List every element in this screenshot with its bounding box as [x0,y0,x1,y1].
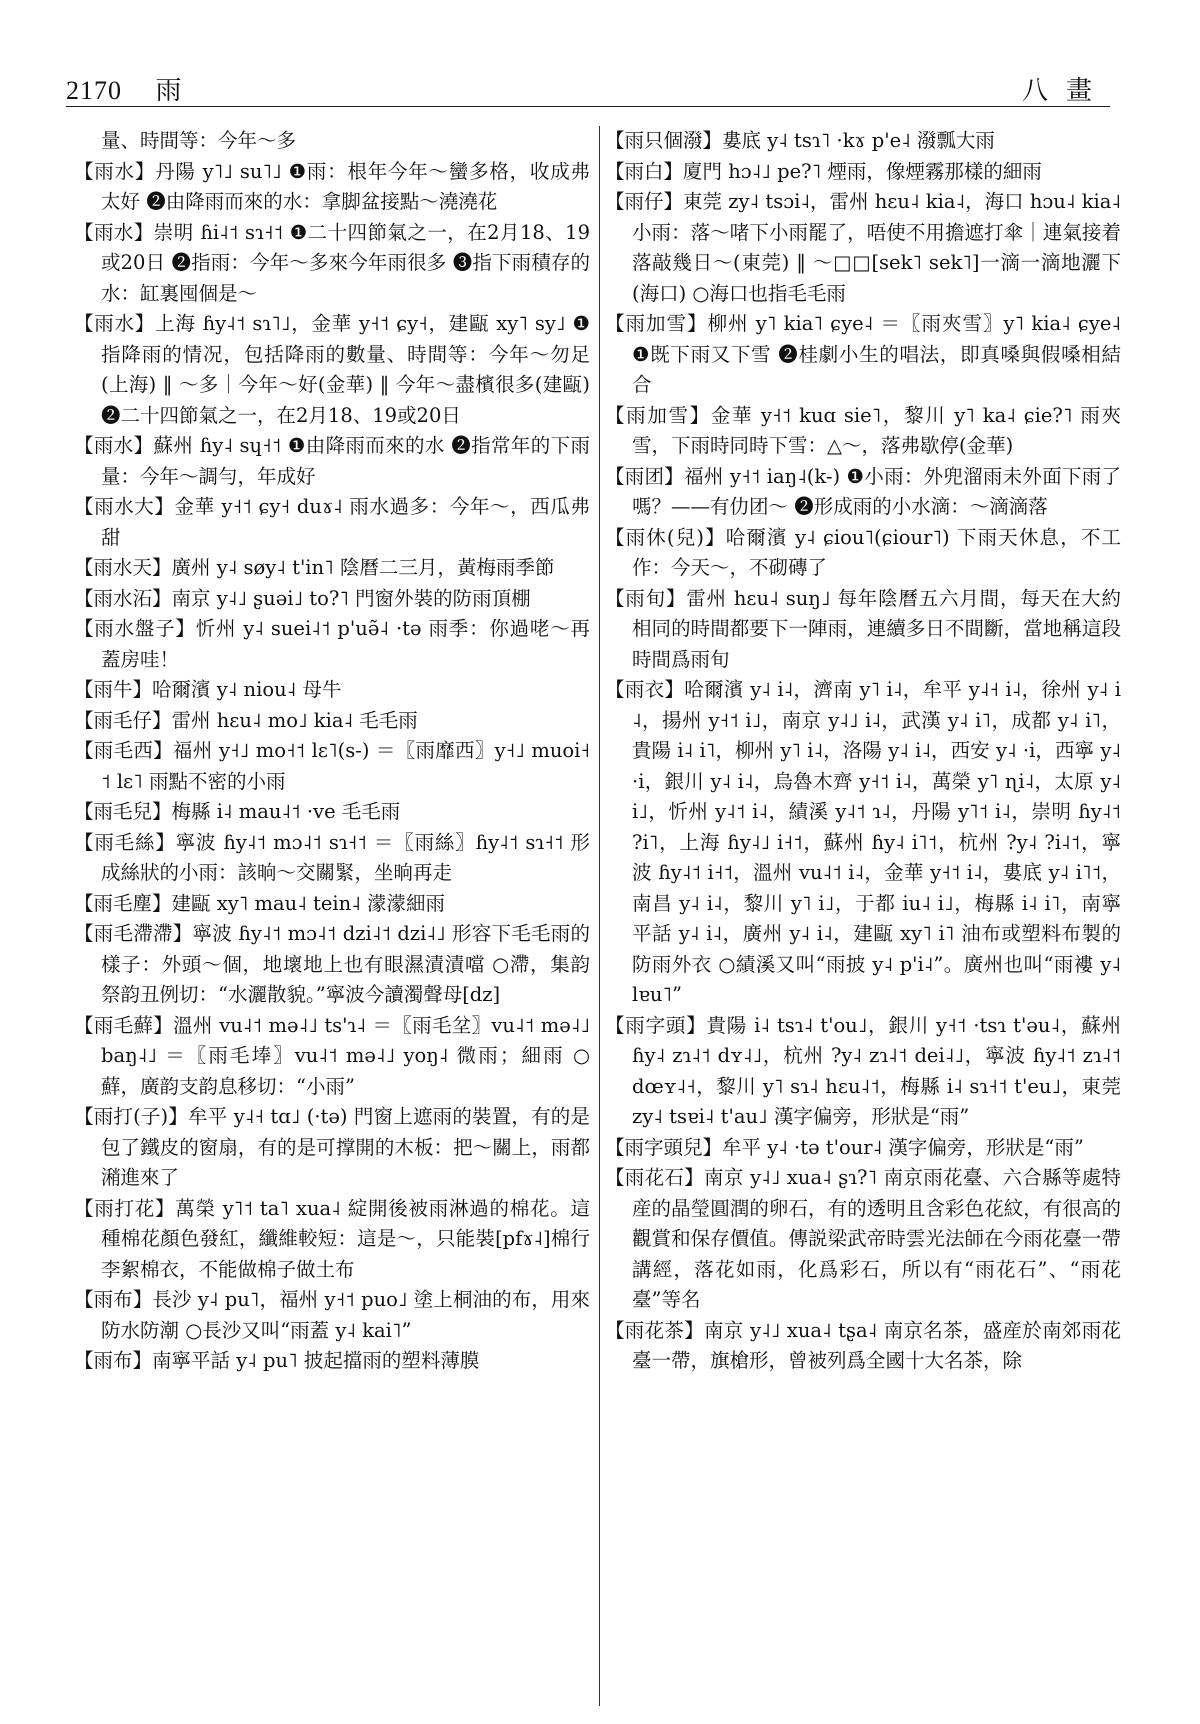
dictionary-entry: 【雨水沰】南京 y˨˩ ʂuəi˩ to?˥ 門窗外裝的防雨頂棚 [74,586,531,610]
page-header [66,70,1110,106]
dictionary-entry: 【雨布】長沙 y˨ pu˥，福州 y˧˦ puo˩ 塗上桐油的布，用來防水防潮 ○長沙又叫“雨蓋 y˨ kai˥” [74,1288,590,1342]
right-column [605,126,1121,1377]
dictionary-entry: 【雨布】南寧平話 y˨ pu˥ 披起擋雨的塑料薄膜 [74,1349,480,1372]
dictionary-entry: 【雨字頭】貴陽 i˨ tsɿ˨ t'ou˩，銀川 y˧˦ ·tsɿ t'əu˨，蘇州 ɦy˨ zɿ˨˦ dʏ˨˩，杭州 ?y˨ zɿ˨˦ dei˨˩，寧波 ɦy˨˦ zɿ˨˦ dœʏ˨˧，黎川 y˥ sɿ˨ hɛu˨˦，梅縣 i˨ sɿ˧˦ t'eu˩，東莞 zy˨ tsɐi˨ t'au˩ 漢字偏旁，形狀是“雨” [605,1013,1121,1128]
dictionary-entry: 【雨水】丹陽 y˥˩ su˥˩ ❶雨：根年今年～蠻多格，收成弗太好 ❷由降雨而來的水：拿脚盆接點～澆澆花 [74,159,590,213]
dictionary-entry: 【雨水】蘇州 ɦy˨ sɥ˧˦ ❶由降雨而來的水 ❷指常年的下雨量：今年～調勻，年成好 [74,434,590,488]
dictionary-entry: 【雨加雪】柳州 y˥ kia˥ ɕye˨ ＝〖雨夾雪〗y˥ kia˨ ɕye˨ ❶既下雨又下雪 ❷桂劇小生的唱法，即真嗓與假嗓相結合 [605,312,1121,396]
dictionary-entry-continued: 量、時間等：今年～多 [101,129,297,152]
dictionary-entry: 【雨花茶】南京 y˨˩ xua˨ tʂa˨ 南京名茶，盛産於南郊雨花臺一帶，旗槍形，曾被列爲全國十大名茶，除 [605,1318,1121,1372]
dictionary-entry: 【雨水天】廣州 y˨ søy˨ t'in˥ 陰曆二三月，黃梅雨季節 [74,556,555,579]
dictionary-entry: 【雨仔】東莞 zy˨ tsɔi˨，雷州 hɛu˨ kia˨，海口 hɔu˨ kia˨ 小雨：落～啫下小雨罷了，唔使不用擔遮打傘｜連氣接着落敲幾日～(東莞) ‖ ～□□[sek˥ sek˥]一滴一滴地灑下(海口) ○海口也指毛毛雨 [605,190,1121,305]
dictionary-entry: 【雨打(子)】牟平 y˨˧ tɑ˩ (·tə) 門窗上遮雨的裝置，有的是包了鐵皮的窗扇，有的是可撑開的木板：把～關上，雨都潲進來了 [74,1105,590,1189]
dictionary-entry: 【雨衣】哈爾濱 y˨ i˨，濟南 y˥ i˨，牟平 y˨˧ i˨，徐州 y˨ i˨，揚州 y˧˦ i˩，南京 y˨˩ i˨，武漢 y˨ i˥，成都 y˨ i˥，貴陽 i˨ i˥，柳州 y˥ i˨，洛陽 y˨ i˨，西安 y˨ ·i，西寧 y˨ ·i，銀川 y˨ i˨，烏魯木齊 y˧˦ i˨，萬榮 y˥ ɳi˨，太原 y˨ i˩，忻州 y˨˦ i˨，績溪 y˨˦ ɿ˨，丹陽 y˥˦ i˨，崇明 ɦy˨˦ ?i˥，上海 ɦy˨˩ i˧˦，蘇州 ɦy˨ i˥˦，杭州 ?y˨ ?i˨˦，寧波 ɦy˨˦ i˧˦，溫州 vu˨˦ i˨，金華 y˧˦ i˨，婁底 y˨ i˥˦，南昌 y˨ i˨，黎川 y˥ i˩，于都 iu˨ i˩，梅縣 i˨ i˥，南寧平話 y˨ i˨，廣州 y˨ i˨，建甌 xy˥ i˥ 油布或塑料布製的防雨外衣 ○績溪又叫“雨披 y˨ p'i˨”。廣州也叫“雨褸 y˨ lɐu˥” [605,678,1121,1006]
dictionary-entry: 【雨白】廈門 hɔ˨˩ pe?˥ 煙雨，像煙霧那樣的細雨 [605,159,1042,183]
page-number: 2170 [66,76,122,105]
left-column [74,126,590,1377]
dictionary-entry: 【雨毛蘚】溫州 vu˨˦ mə˨˩ ts'ɿ˨ ＝〖雨毛坌〗vu˨˦ mə˨˩ baŋ˨˩ ＝〖雨毛埲〗vu˨˦ mə˨˩ yoŋ˨ 微雨；細雨 ○蘚，廣韵支韵息移切：“小雨” [74,1013,590,1098]
dictionary-entry: 【雨只個潑】婁底 y˨ tsɿ˥ ·kɤ p'e˨ 潑瓢大雨 [605,129,995,152]
dictionary-entry: 【雨水】上海 ɦy˨˦ sɿ˥˩，金華 y˧˦ ɕy˧，建甌 xy˥ sy˩ ❶指降雨的情况，包括降雨的數量、時間等：今年～勿足(上海) ‖ ～多｜今年～好(金華) ‖ 今年～盡檳很多(建甌) ❷二十四節氣之一，在2月18、19或20日 [74,312,590,427]
dictionary-entry: 【雨水盤子】忻州 y˨ suei˨˦ p'uə̃˨ ·tə 雨季：你過咾～再蓋房哇！ [74,617,590,671]
dictionary-entry: 【雨打花】萬榮 y˥˦ ta˥ xua˨ 綻開後被雨淋過的棉花。這種棉花顏色發紅，纖維較短：這是～，只能裝[pfɤ˨]棉行李絮棉衣，不能做棉子做土布 [74,1196,590,1281]
dictionary-entry: 【雨字頭兒】牟平 y˨ ·tə t'our˨ 漢字偏旁，形狀是“雨” [605,1135,1084,1159]
dictionary-entry: 【雨团】福州 y˧˦ iaŋ˨(k-) ❶小雨：外兜溜雨未外面下雨了嗎？——有仂团～ ❷形成雨的小水滴：～滴滴落 [605,464,1121,518]
dictionary-entry: 【雨休(兒)】哈爾濱 y˨ ɕiou˥(ɕiour˥) 下雨天休息，不工作：今天～，不砌磚了 [605,525,1121,579]
dictionary-entry: 【雨加雪】金華 y˧˦ kuɑ sie˥，黎川 y˥ ka˨ ɕie?˥ 雨夾雪，下雨時同時下雪：△～，落弗歇停(金華) [605,403,1121,457]
header-left [66,70,183,107]
dictionary-entry: 【雨毛西】福州 y˧˩ mo˧˦ lɛ˥(s-) ＝〖雨靡西〗y˧˩ muoi˧˦ lɛ˥ 雨點不密的小雨 [74,739,590,793]
dictionary-entry: 【雨旬】雷州 hɛu˨ suŋ˩ 每年陰曆五六月間，每天在大約相同的時間都要下一陣雨，連續多日不間斷，當地稱這段時間爲雨旬 [605,586,1121,671]
dictionary-entry: 【雨花石】南京 y˨˩ xua˨ ʂɿ?˥ 南京雨花臺、六合縣等處特産的晶瑩圓潤的卵石，有的透明且含彩色花紋，有很高的觀賞和保存價值。傳説梁武帝時雲光法師在今雨花臺一帶講經，落花如雨，化爲彩石，所以有“雨花石”、“雨花臺”等名 [605,1166,1121,1311]
stroke-count-label: 八畫 [1021,76,1110,106]
dictionary-entry: 【雨毛兒】梅縣 i˨ mau˨˦ ·ve 毛毛雨 [74,800,401,823]
header-rule [66,106,1110,107]
dictionary-entry: 【雨毛滯滯】寧波 ɦy˨˦ mɔ˨˦ dzi˨˦ dzi˨˩ 形容下毛毛雨的樣子：外頭～個，地壞地上也有眼濕漬漬噹 ○滯，集韵祭韵丑例切：“水灑散貌。”寧波今讀濁聲母[dz] [74,922,590,1006]
column-divider [599,126,600,1706]
dictionary-entry: 【雨水大】金華 y˧˦ ɕy˧ duɤ˨ 雨水過多：今年～，西瓜弗甜 [74,495,590,549]
dictionary-entry: 【雨牛】哈爾濱 y˨ niou˨ 母牛 [74,678,342,701]
radical-character: 雨 [155,76,183,105]
dictionary-entry: 【雨毛絲】寧波 ɦy˨˦ mɔ˨˦ sɿ˧˦ ＝〖雨絲〗ɦy˨˦ sɿ˧˦ 形成絲狀的小雨：該晌～交關緊，坐晌再走 [74,830,590,884]
dictionary-entry: 【雨水】崇明 ɦi˨˦ sɿ˧˦ ❶二十四節氣之一，在2月18、19或20日 ❷指雨：今年～多來今年雨很多 ❸指下雨積存的水：缸裏囤個是～ [74,220,590,305]
dictionary-entry: 【雨毛仔】雷州 hɛu˨ mo˩ kia˨ 毛毛雨 [74,708,418,732]
dictionary-entry: 【雨毛塵】建甌 xy˥ mau˨ tein˨ 濛濛細雨 [74,891,446,915]
